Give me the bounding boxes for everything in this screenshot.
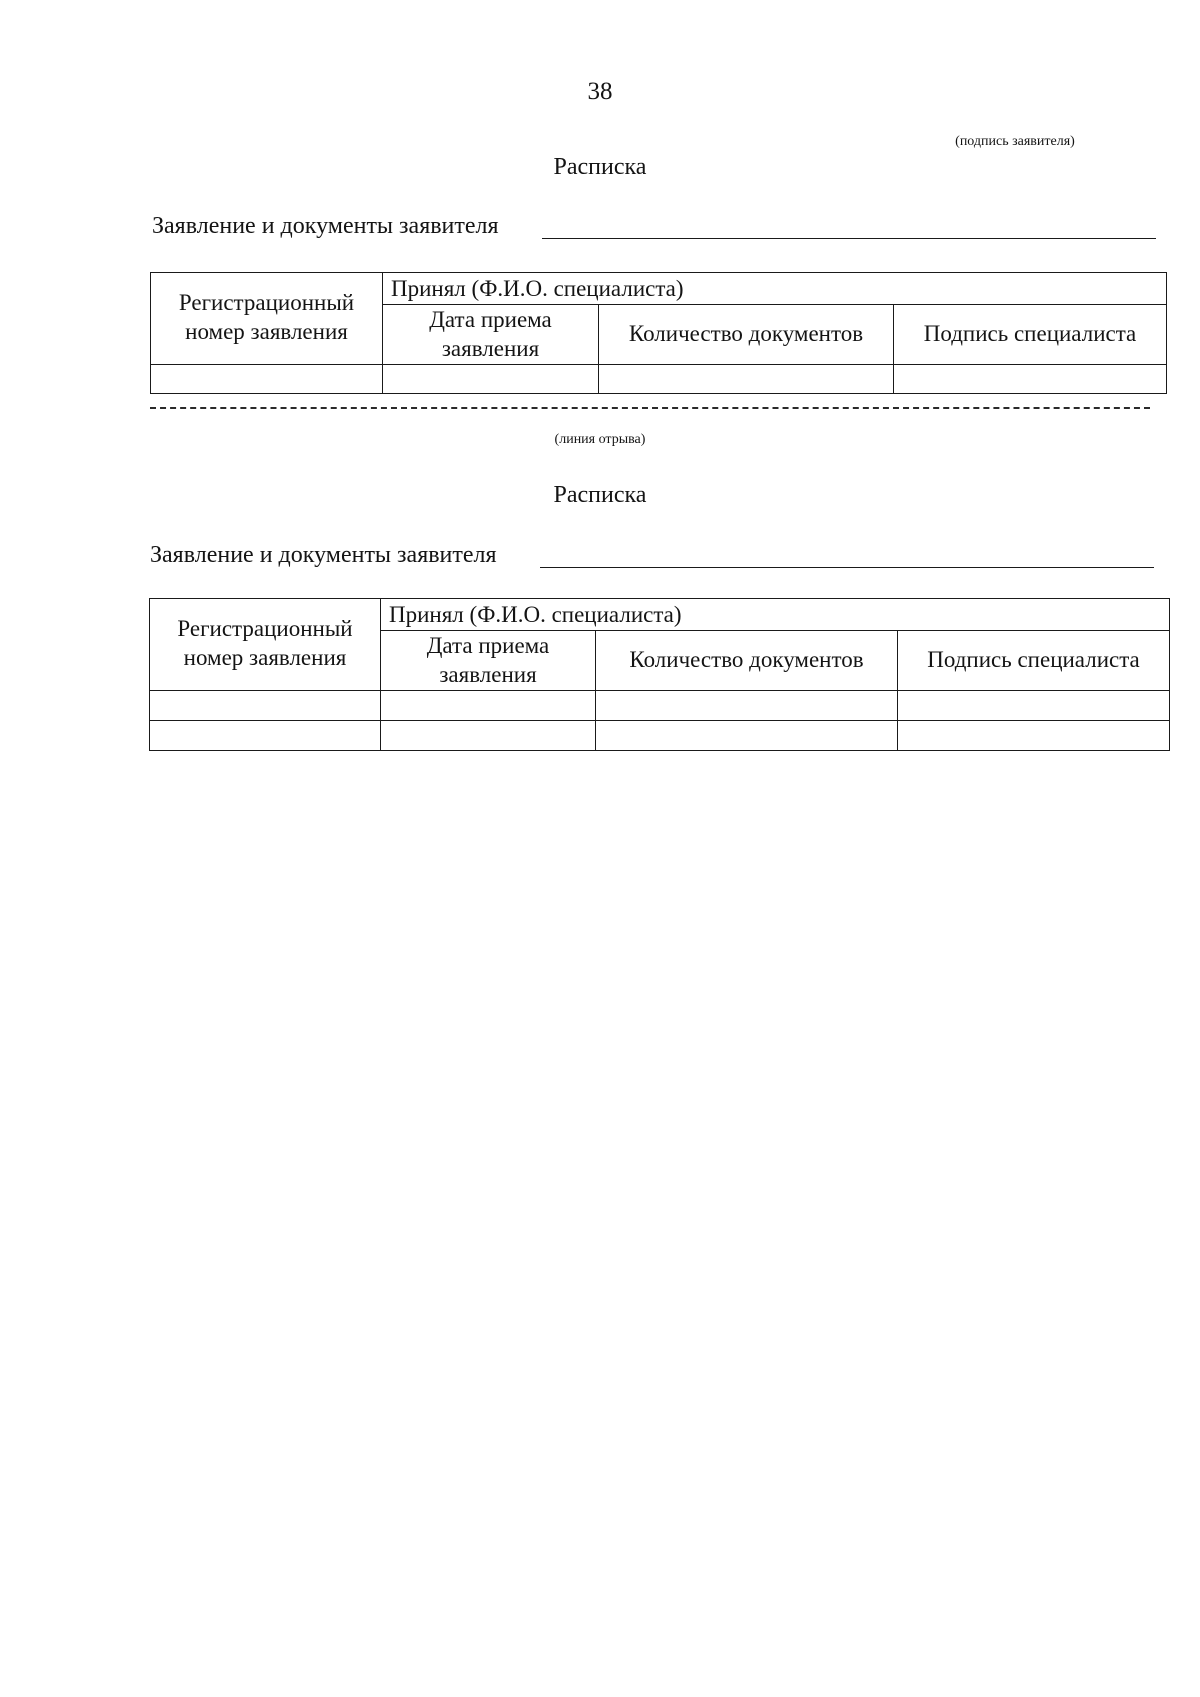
applicant-documents-field[interactable] [540, 567, 1154, 568]
documents-count-cell[interactable] [596, 691, 898, 721]
reg-number-header: Регистрационный номер заявления [151, 273, 383, 365]
specialist-signature-cell[interactable] [894, 365, 1167, 394]
documents-count-cell[interactable] [599, 365, 894, 394]
receipt-table [149, 598, 1170, 751]
receipt-date-header: Дата приема заявления [381, 631, 596, 691]
specialist-signature-header: Подпись специалиста [894, 305, 1167, 365]
specialist-signature-cell[interactable] [898, 721, 1170, 751]
applicant-documents-field[interactable] [542, 238, 1156, 239]
reg-number-header: Регистрационный номер заявления [150, 599, 381, 691]
applicant-signature-caption: (подпись заявителя) [955, 134, 1075, 149]
page-number: 38 [587, 78, 613, 105]
documents-count-header: Количество документов [599, 305, 894, 365]
receipt-table [150, 272, 1167, 394]
receipt-title: Расписка [553, 482, 647, 508]
receipt-date-cell[interactable] [381, 691, 596, 721]
reg-number-cell[interactable] [150, 721, 381, 751]
applicant-documents-label: Заявление и документы заявителя [150, 542, 497, 568]
receipt-date-cell[interactable] [383, 365, 599, 394]
receipt-date-header: Дата приема заявления [383, 305, 599, 365]
reg-number-cell[interactable] [150, 691, 381, 721]
receipt-date-cell[interactable] [381, 721, 596, 751]
tear-line [150, 407, 1150, 409]
documents-count-header: Количество документов [596, 631, 898, 691]
tear-line-caption: (линия отрыва) [554, 432, 646, 447]
reg-number-cell[interactable] [151, 365, 383, 394]
accepted-by-header: Принял (Ф.И.О. специалиста) [383, 273, 1167, 305]
applicant-documents-label: Заявление и документы заявителя [152, 213, 499, 239]
receipt-title: Расписка [553, 154, 647, 180]
documents-count-cell[interactable] [596, 721, 898, 751]
specialist-signature-header: Подпись специалиста [898, 631, 1170, 691]
specialist-signature-cell[interactable] [898, 691, 1170, 721]
accepted-by-header: Принял (Ф.И.О. специалиста) [381, 599, 1170, 631]
